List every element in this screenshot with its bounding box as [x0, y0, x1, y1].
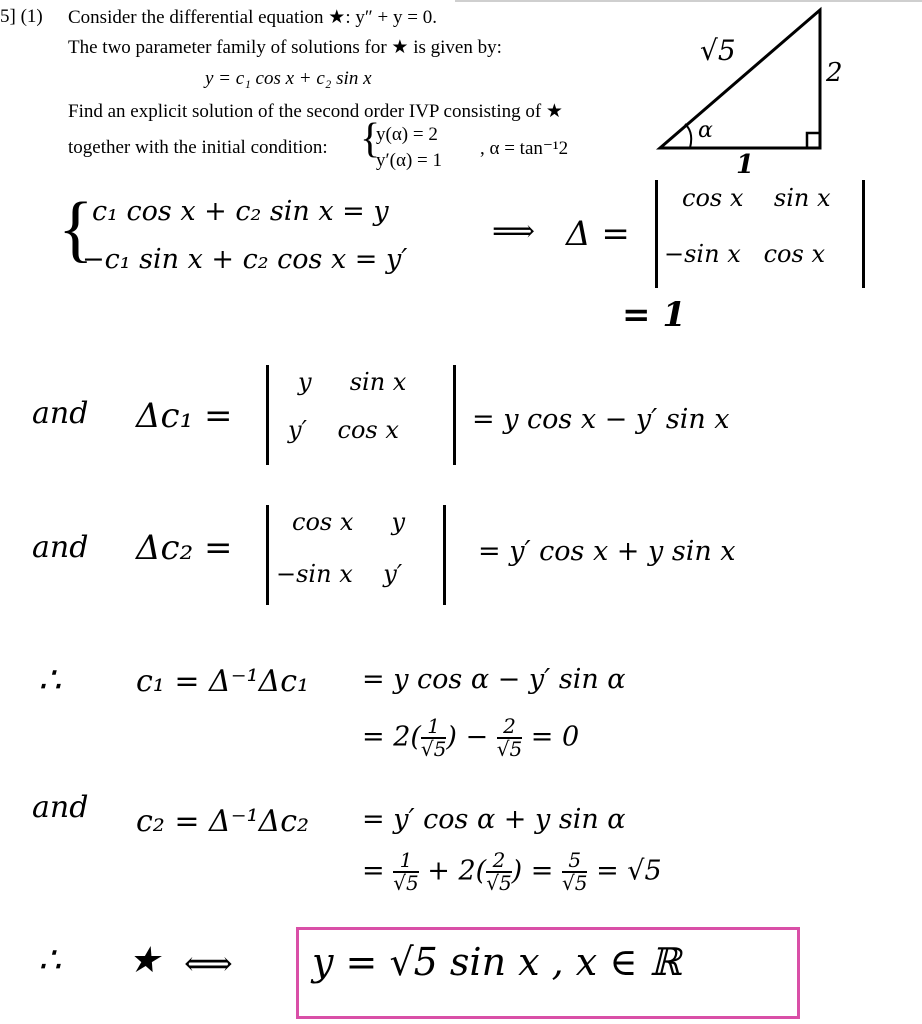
- c1-line-1: = y cos α − y′ sin α: [362, 664, 626, 695]
- det-c2-row-1: cos x y: [292, 508, 406, 536]
- system-equation-1: c₁ cos x + c₂ sin x = y: [92, 196, 389, 227]
- c2-line-2-close: ) =: [511, 855, 554, 887]
- triangle-adjacent-label: 1: [736, 150, 755, 180]
- and-label-3: and: [32, 790, 89, 825]
- and-label-2: and: [32, 530, 89, 565]
- det-c2-left-bar: [266, 505, 269, 605]
- star-symbol: ★: [128, 940, 161, 981]
- det-c2-row-2: −sin x y′: [276, 560, 403, 588]
- initial-condition-1: y(α) = 2: [376, 124, 438, 145]
- therefore-symbol-1: ∴: [38, 660, 61, 701]
- c2-fraction-2-den: √5: [486, 871, 512, 895]
- delta-c1-result: = y cos x − y′ sin x: [472, 404, 730, 435]
- initial-condition-2: y′(α) = 1: [376, 150, 442, 171]
- c1-line-2-prefix: = 2(: [362, 721, 421, 753]
- c2-fraction-3-num: 5: [562, 850, 587, 873]
- system-brace: {: [58, 188, 94, 270]
- solution-family: y = c₁ cos x + c₂ sin x: [205, 68, 372, 89]
- and-label-1: and: [32, 396, 89, 431]
- c1-formula: c₁ = Δ⁻¹Δc₁: [136, 664, 310, 699]
- c2-fraction-1: [393, 850, 418, 894]
- det-row-2: −sin x cos x: [664, 240, 825, 268]
- delta-c2-result: = y′ cos x + y sin x: [478, 536, 736, 567]
- c2-fraction-2: [486, 850, 511, 894]
- c1-fraction-2: [497, 716, 522, 760]
- c2-line-1: = y′ cos α + y sin α: [362, 804, 626, 835]
- triangle-opposite-label: 2: [826, 58, 843, 88]
- det-right-bar: [862, 180, 865, 288]
- delta-c2-label: Δc₂ =: [136, 528, 233, 568]
- det-c1-right-bar: [453, 365, 456, 465]
- problem-line-4: together with the initial condition:: [68, 137, 328, 158]
- c1-line-2-mid: ) −: [446, 721, 489, 753]
- implies-arrow: ⟹: [492, 214, 536, 249]
- problem-line-2: The two parameter family of solutions for ★ is given by:: [68, 37, 502, 58]
- c2-line-2-eq: =: [362, 855, 385, 887]
- triangle-shape: [660, 10, 820, 148]
- c2-line-2-result: = √5: [596, 855, 662, 887]
- det-c1-row-1: y sin x: [298, 368, 407, 396]
- c2-formula: c₂ = Δ⁻¹Δc₂: [136, 804, 310, 839]
- right-angle-marker: [807, 133, 820, 148]
- triangle-angle-label: α: [698, 118, 713, 143]
- c1-line-2-result: = 0: [530, 721, 580, 753]
- c1-fraction-2-num: 2: [497, 716, 522, 739]
- c2-fraction-2-num: 2: [486, 850, 511, 873]
- c2-fraction-1-den: √5: [393, 871, 419, 895]
- c2-fraction-3-den: √5: [562, 871, 588, 895]
- det-c2-right-bar: [443, 505, 446, 605]
- c2-line-2-plus: + 2(: [427, 855, 487, 887]
- problem-line-1: Consider the differential equation ★: y″ + y = 0.: [68, 7, 437, 28]
- c1-fraction-1-den: √5: [420, 737, 447, 761]
- delta-label: Δ =: [566, 214, 630, 254]
- iff-arrow: ⟺: [184, 944, 233, 984]
- c2-line-2: [362, 850, 662, 894]
- problem-number: 5] (1): [0, 6, 43, 27]
- det-left-bar: [655, 180, 658, 288]
- alpha-definition: , α = tan⁻¹2: [480, 138, 569, 159]
- final-answer: y = √5 sin x , x ∈ ℝ: [312, 940, 682, 984]
- c1-fraction-1: [421, 716, 446, 760]
- c2-fraction-3: [562, 850, 587, 894]
- triangle-hypotenuse-label: √5: [700, 34, 736, 67]
- det-c1-row-2: y′ cos x: [288, 416, 399, 444]
- ic-brace: {: [360, 116, 381, 162]
- therefore-symbol-2: ∴: [38, 940, 61, 981]
- c1-fraction-1-num: 1: [421, 716, 446, 739]
- c2-fraction-1-num: 1: [393, 850, 418, 873]
- det-c1-left-bar: [266, 365, 269, 465]
- c1-line-2: [362, 716, 579, 760]
- problem-line-3: Find an explicit solution of the second order IVP consisting of ★: [68, 101, 563, 122]
- delta-c1-label: Δc₁ =: [136, 396, 233, 436]
- delta-value: = 1: [622, 295, 686, 335]
- det-row-1: cos x sin x: [682, 184, 831, 212]
- system-equation-2: −c₁ sin x + c₂ cos x = y′: [82, 244, 408, 275]
- c1-fraction-2-den: √5: [496, 737, 523, 761]
